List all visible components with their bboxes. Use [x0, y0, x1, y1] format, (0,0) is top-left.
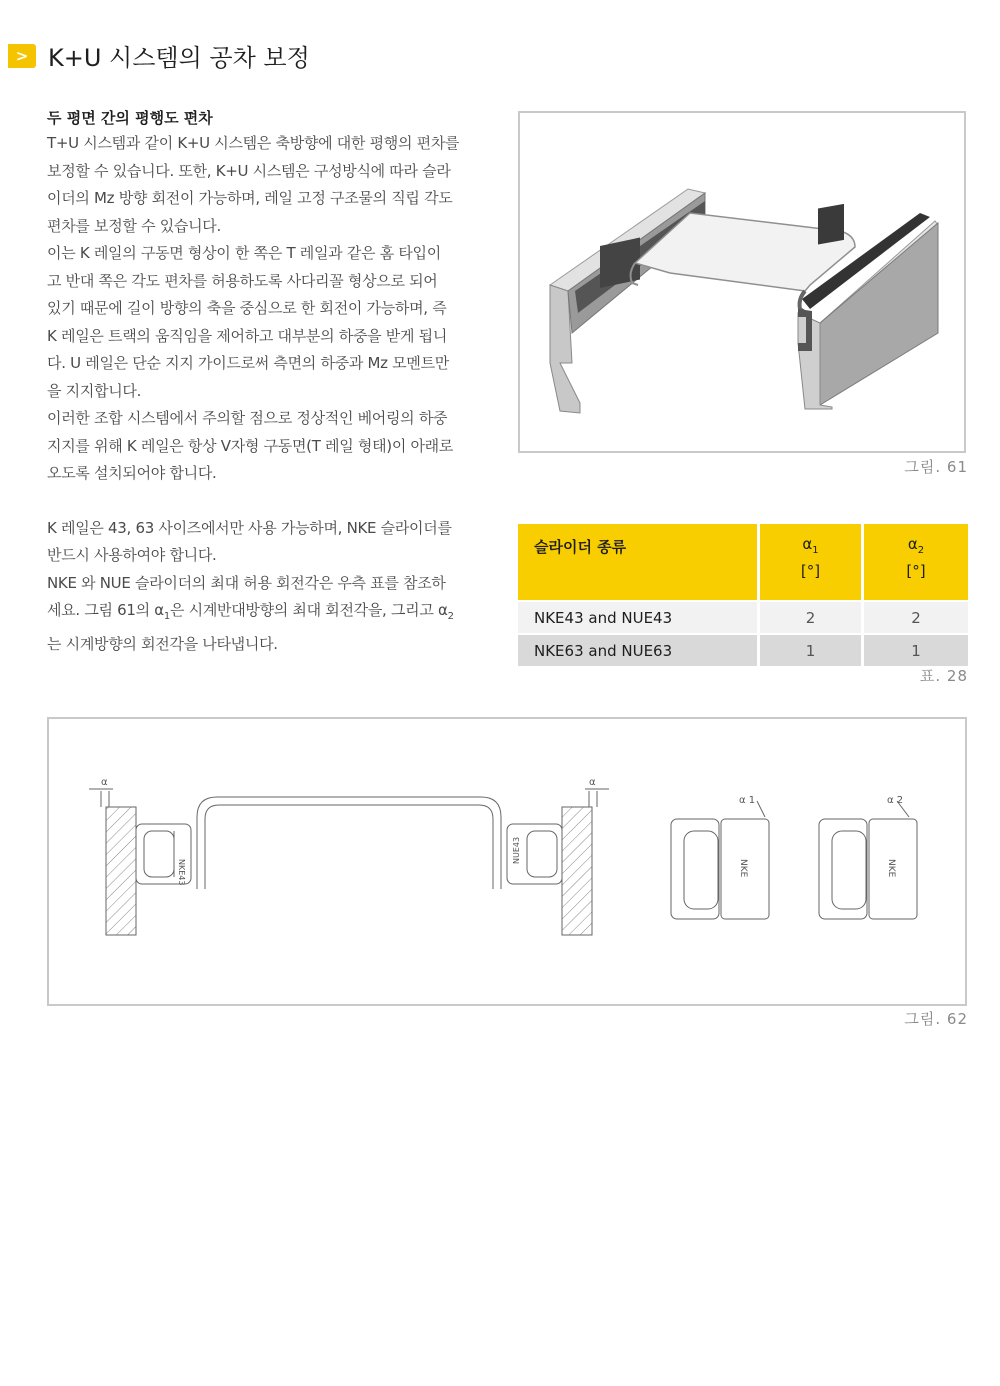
table-header-row [518, 524, 968, 600]
label-alpha-left: α [101, 777, 108, 788]
label-nke-2: NKE [886, 859, 896, 878]
unit-label: [°] [800, 562, 821, 580]
slider-angle-table [518, 524, 968, 666]
text-line: 지지를 위해 K 레일은 항상 V자형 구동면(T 레일 형태)이 아래로 [47, 436, 454, 455]
text-line: 보정할 수 있습니다. 또한, K+U 시스템은 구성방식에 따라 슬라 [47, 161, 451, 180]
text-line-alpha [47, 597, 499, 631]
alpha-sub-2: 2 [447, 611, 454, 622]
carriage-outline [197, 797, 501, 889]
cell-alpha-1: 2 [760, 600, 864, 633]
section-heading: 두 평면 간의 평행도 편차 [47, 109, 213, 127]
right-slider [818, 204, 844, 245]
text-line: NKE 와 NUE 슬라이더의 최대 허용 회전각은 우측 표를 참조하 [47, 573, 446, 592]
text-span: 세요. 그림 61의 α [47, 601, 164, 619]
text-line: 이러한 조합 시스템에서 주의할 점으로 정상적인 베어링의 하중 [47, 409, 448, 427]
text-line: K 레일은 43, 63 사이즈에서만 사용 가능하며, NKE 슬라이더를 [47, 518, 452, 537]
alpha-symbol: α [907, 535, 918, 553]
label-alpha-right: α [589, 777, 596, 788]
table-row [518, 600, 968, 633]
figure-62-caption: 그림. 62 [904, 1010, 968, 1028]
text-line: K 레일은 트랙의 움직임을 제어하고 대부분의 하중을 받게 됩니 [47, 326, 448, 345]
text-span: 은 시계반대방향의 최대 회전각을, 그리고 α [169, 601, 448, 619]
title-marker-icon: > [8, 44, 36, 68]
text-line: 이더의 Mz 방향 회전이 가능하며, 레일 고정 구조물의 직립 각도 [47, 189, 453, 207]
cell-alpha-2: 1 [864, 633, 968, 666]
text-line: T+U 시스템과 같이 K+U 시스템은 축방향에 대한 평행의 편차를 [47, 134, 460, 152]
k-u-system-illustration [520, 113, 964, 451]
label-nke-1: NKE [738, 859, 748, 878]
page-title: K+U 시스템의 공차 보정 [48, 44, 310, 72]
figure-62 [47, 717, 967, 1006]
unit-label: [°] [906, 562, 926, 580]
right-wall [562, 807, 592, 935]
cell-slider-name: NKE43 and NUE43 [518, 600, 760, 633]
alpha-sub: 1 [812, 545, 819, 556]
label-nue43: NUE43 [512, 836, 521, 864]
label-nke43: NKE43 [177, 859, 186, 886]
text-line: 이는 K 레일의 구동면 형상이 한 쪽은 T 레일과 같은 홈 타입이 [47, 244, 441, 262]
header-alpha-1 [760, 524, 864, 600]
header-alpha-2 [864, 524, 968, 600]
text-line: 오도록 설치되어야 합니다. [47, 464, 217, 482]
text-line: 고 반대 쪽은 각도 편차를 허용하도록 사다리꼴 형상으로 되어 [47, 271, 438, 290]
technical-drawing [49, 719, 965, 1004]
text-line: 반드시 사용하여야 합니다. [47, 546, 217, 564]
text-line: 을 지지합니다. [47, 381, 142, 400]
table-row [518, 633, 968, 666]
paragraph-2 [47, 515, 499, 659]
header-slider-type: 슬라이더 종류 [518, 524, 760, 600]
cell-alpha-2: 2 [864, 600, 968, 633]
left-wall [106, 807, 136, 935]
title-bar [8, 38, 310, 73]
cell-alpha-1: 1 [760, 633, 864, 666]
text-line: 있기 때문에 길이 방향의 축을 중심으로 한 회전이 가능하며, 즉 [47, 299, 447, 317]
text-column [47, 106, 499, 658]
text-line: 는 시계방향의 회전각을 나타냅니다. [47, 634, 278, 653]
text-line: 다. U 레일은 단순 지지 가이드로써 측면의 하중과 Mz 모멘트만 [47, 354, 449, 372]
label-alpha-2: α 2 [887, 795, 904, 806]
paragraph-1 [47, 130, 499, 488]
text-line: 편차를 보정할 수 있습니다. [47, 216, 221, 235]
alpha-sub: 2 [917, 545, 925, 556]
figure-61 [518, 111, 966, 453]
label-alpha-1: α 1 [739, 795, 756, 806]
cell-slider-name: NKE63 and NUE63 [518, 633, 760, 666]
figure-61-caption: 그림. 61 [904, 458, 968, 476]
alpha-symbol: α [802, 535, 813, 553]
alpha-sub-1: 1 [163, 611, 170, 622]
table-28-caption: 표. 28 [919, 667, 968, 685]
